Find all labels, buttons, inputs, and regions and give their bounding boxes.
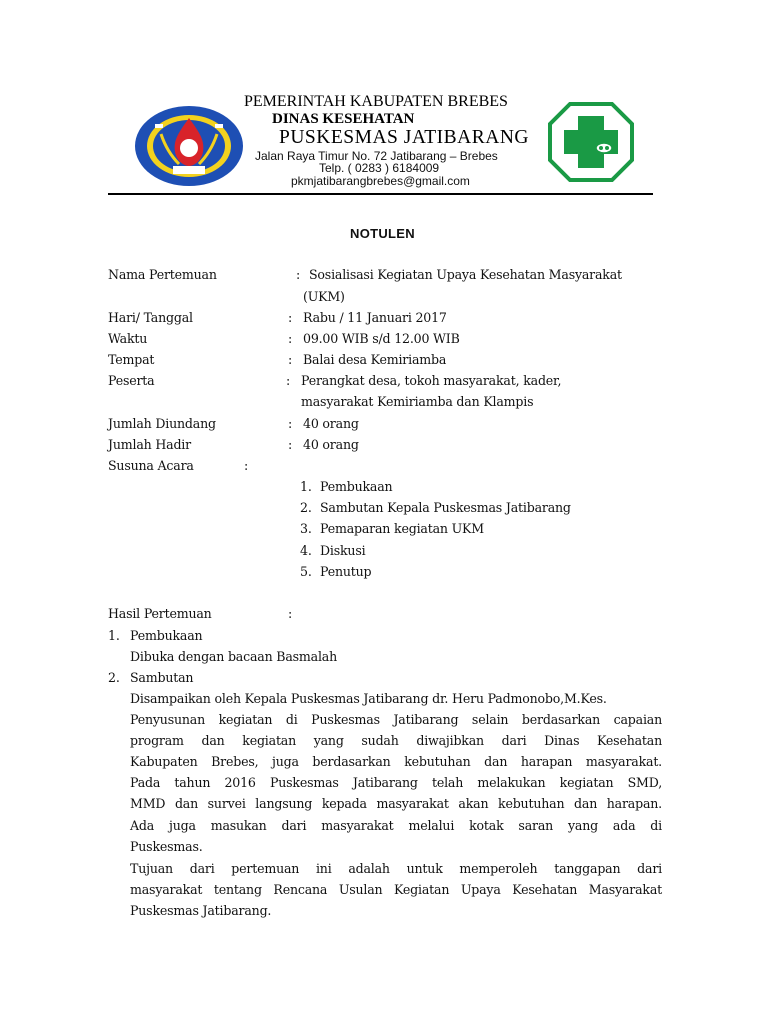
results-label: Hasil Pertemuan [108, 606, 212, 621]
result-heading: Sambutan [130, 670, 194, 685]
agenda-number: 2. [300, 500, 312, 515]
phone: Telp. ( 0283 ) 6184009 [319, 161, 440, 175]
agenda-number: 1. [300, 479, 312, 494]
institution-name: PUSKESMAS JATIBARANG [279, 127, 530, 148]
agenda-number: 5. [300, 564, 312, 579]
agenda-item: Sambutan Kepala Puskesmas Jatibarang [320, 500, 571, 515]
results-colon: : [288, 606, 293, 621]
result-number: 1. [108, 628, 120, 643]
detail-label-date: Hari/ Tanggal [108, 310, 193, 325]
detail-colon: : [286, 373, 291, 388]
detail-label-meeting-name: Nama Pertemuan [108, 267, 217, 282]
detail-value-time: 09.00 WIB s/d 12.00 WIB [303, 331, 460, 346]
detail-label-participants: Peserta [108, 373, 155, 388]
result-line: Puskesmas. [130, 839, 203, 854]
result-line: Pada tahun 2016 Puskesmas Jatibarang telah melakukan kegiatan SMD, [130, 775, 662, 790]
detail-label-place: Tempat [108, 352, 155, 367]
detail-colon: : [288, 416, 293, 431]
detail-colon: : [288, 437, 293, 452]
detail-label-attended: Jumlah Hadir [108, 437, 191, 452]
result-heading: Pembukaan [130, 628, 203, 643]
email: pkmjatibarangbrebes@gmail.com [291, 174, 470, 188]
detail-colon: : [288, 331, 293, 346]
agenda-item: Pembukaan [320, 479, 393, 494]
detail-value-meeting-name: Sosialisasi Kegiatan Upaya Kesehatan Masyarakat [309, 267, 622, 282]
government-name: PEMERINTAH KABUPATEN BREBES [244, 93, 508, 110]
detail-colon: : [288, 352, 293, 367]
result-line: Disampaikan oleh Kepala Puskesmas Jatibarang dr. Heru Padmonobo,M.Kes. [130, 691, 607, 706]
agenda-item: Penutup [320, 564, 372, 579]
result-line: Dibuka dengan bacaan Basmalah [130, 649, 338, 664]
document-title: NOTULEN [350, 226, 415, 241]
result-number: 2. [108, 670, 120, 685]
result-line: program dan kegiatan yang sudah diwajibkan dari Dinas Kesehatan [130, 733, 662, 748]
detail-value-participants-cont: masyarakat Kemiriamba dan Klampis [301, 394, 534, 409]
result-line: Tujuan dari pertemuan ini adalah untuk memperoleh tanggapan dari [130, 861, 662, 876]
result-line: Puskesmas Jatibarang. [130, 903, 272, 918]
puskesmas-green-cross-icon [548, 102, 634, 182]
department-name: DINAS KESEHATAN [272, 111, 415, 127]
brebes-regency-emblem-icon [133, 104, 245, 188]
agenda-number: 3. [300, 521, 312, 536]
detail-value-invited: 40 orang [303, 416, 359, 431]
result-line: masyarakat tentang Rencana Usulan Kegiatan Upaya Kesehatan Masyarakat [130, 882, 662, 897]
detail-value-date: Rabu / 11 Januari 2017 [303, 310, 447, 325]
agenda-number: 4. [300, 543, 312, 558]
letterhead-divider [108, 193, 653, 195]
detail-label-time: Waktu [108, 331, 148, 346]
address: Jalan Raya Timur No. 72 Jatibarang – Brebes [255, 149, 498, 163]
result-line: MMD dan survei langsung kepada masyarakat akan kebutuhan dan harapan. [130, 796, 662, 811]
result-line: Kabupaten Brebes, juga berdasarkan kebutuhan dan harapan masyarakat. [130, 754, 662, 769]
detail-value-participants: Perangkat desa, tokoh masyarakat, kader, [301, 373, 562, 388]
detail-colon: : [288, 310, 293, 325]
detail-value-place: Balai desa Kemiriamba [303, 352, 447, 367]
detail-value-meeting-name-cont: (UKM) [303, 289, 345, 304]
detail-colon: : [244, 458, 249, 473]
detail-label-invited: Jumlah Diundang [108, 416, 216, 431]
agenda-item: Diskusi [320, 543, 366, 558]
detail-label-agenda: Susuna Acara [108, 458, 194, 473]
agenda-item: Pemaparan kegiatan UKM [320, 521, 484, 536]
result-line: Ada juga masukan dari masyarakat melalui kotak saran yang ada di [130, 818, 662, 833]
result-line: Penyusunan kegiatan di Puskesmas Jatibarang selain berdasarkan capaian [130, 712, 662, 727]
detail-value-attended: 40 orang [303, 437, 359, 452]
detail-colon: : [296, 267, 301, 282]
